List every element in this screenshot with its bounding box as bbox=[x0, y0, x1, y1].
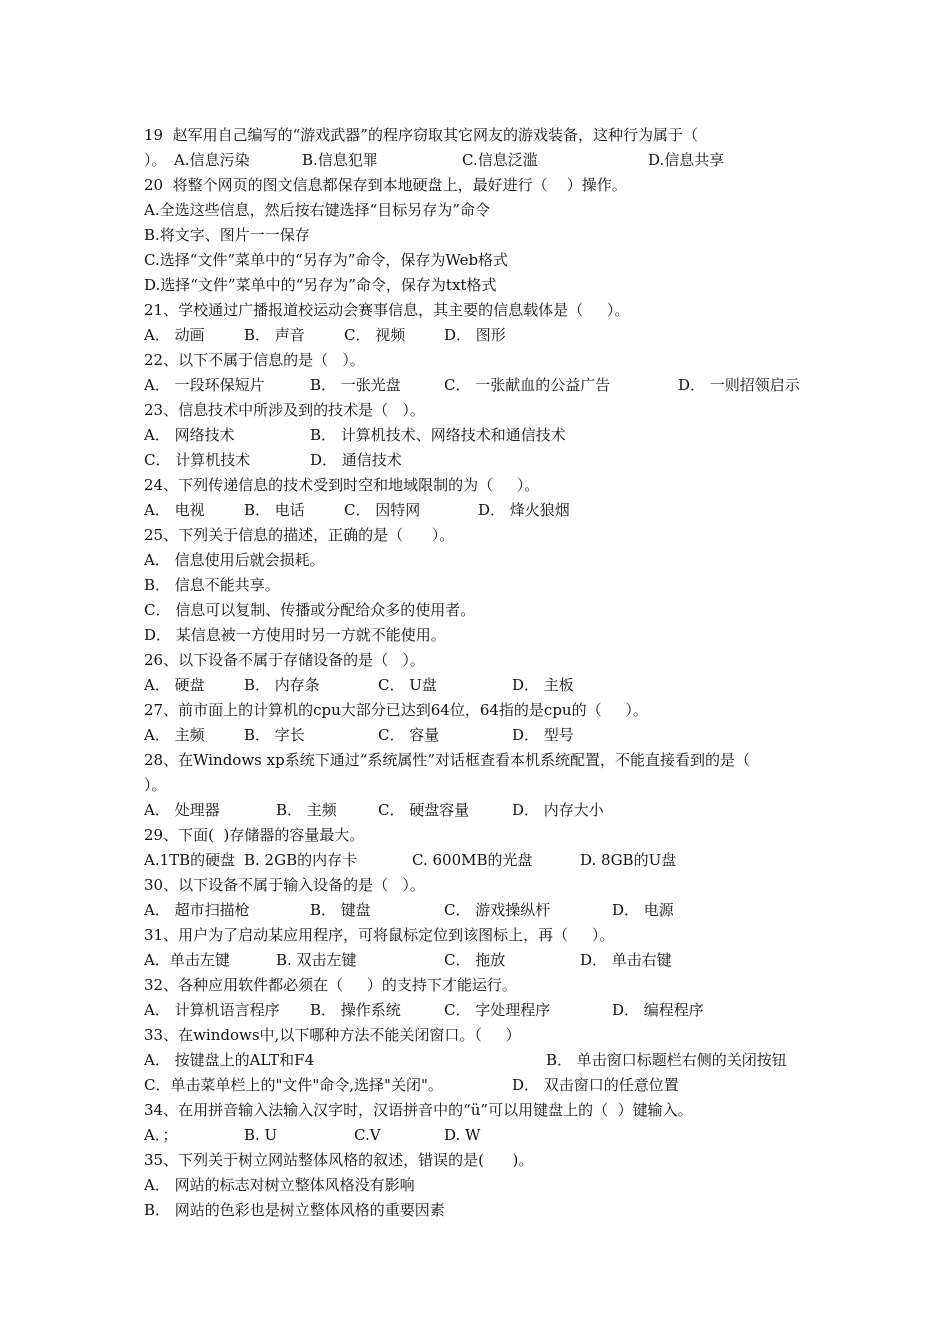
question-29-stem: 29、下面( )存储器的容量最大。 bbox=[144, 826, 365, 844]
question-19-option-b: B.信息犯罪 bbox=[302, 151, 378, 169]
question-35-option-b: B． 网站的色彩也是树立整体风格的重要因素 bbox=[144, 1201, 445, 1219]
question-22-option-c: C． 一张献血的公益广告 bbox=[444, 376, 611, 394]
question-23-option-a: A． 网络技术 bbox=[144, 426, 235, 444]
question-31-option-a: A．单击左键 bbox=[144, 951, 230, 969]
question-24-option-d: D． 烽火狼烟 bbox=[478, 501, 570, 519]
question-33-option-d: D． 双击窗口的任意位置 bbox=[512, 1076, 679, 1094]
question-19-stem-end: ）。 bbox=[144, 151, 167, 169]
question-22-option-b: B． 一张光盘 bbox=[310, 376, 401, 394]
question-34-stem: 34、在用拼音输入法输入汉字时，汉语拼音中的“ü”可以用键盘上的（ ）键输入。 bbox=[144, 1101, 693, 1119]
question-31-stem: 31、用户为了启动某应用程序，可将鼠标定位到该图标上，再（ ）。 bbox=[144, 926, 615, 944]
question-31-option-d: D． 单击右键 bbox=[580, 951, 672, 969]
question-19-stem: 19 赵军用自己编写的“游戏武器”的程序窃取其它网友的游戏装备，这种行为属于（ bbox=[144, 126, 698, 144]
question-32-option-a: A． 计算机语言程序 bbox=[144, 1001, 280, 1019]
question-26-option-a: A． 硬盘 bbox=[144, 676, 205, 694]
question-29-option-d: D. 8GB的U盘 bbox=[580, 851, 677, 869]
question-20-option-b: B.将文字、图片一一保存 bbox=[144, 226, 310, 244]
question-30-option-c: C． 游戏操纵杆 bbox=[444, 901, 551, 919]
question-24-option-a: A． 电视 bbox=[144, 501, 205, 519]
question-34-option-b: B. U bbox=[244, 1126, 278, 1144]
question-20-option-a: A.全选这些信息，然后按右键选择“目标另存为”命令 bbox=[144, 201, 490, 219]
question-29-option-b: B. 2GB的内存卡 bbox=[244, 851, 358, 869]
question-33-option-a: A． 按键盘上的ALT和F4 bbox=[144, 1051, 315, 1069]
question-22-stem: 22、以下不属于信息的是（ ）。 bbox=[144, 351, 365, 369]
question-25-option-b: B． 信息不能共享。 bbox=[144, 576, 280, 594]
question-31-option-b: B. 双击左键 bbox=[276, 951, 357, 969]
question-32-option-c: C． 字处理程序 bbox=[444, 1001, 551, 1019]
question-21-option-c: C． 视频 bbox=[344, 326, 406, 344]
question-29-option-c: C. 600MB的光盘 bbox=[412, 851, 533, 869]
question-30-option-d: D． 电源 bbox=[612, 901, 674, 919]
question-24-stem: 24、下列传递信息的技术受到时空和地域限制的为（ ）。 bbox=[144, 476, 540, 494]
question-29-option-a: A.1TB的硬盘 bbox=[144, 851, 236, 869]
question-26-option-d: D． 主板 bbox=[512, 676, 574, 694]
question-27-option-c: C． 容量 bbox=[378, 726, 440, 744]
question-30-option-b: B． 键盘 bbox=[310, 901, 371, 919]
question-28-stem: 28、在Windows xp系统下通过“系统属性”对话框查看本机系统配置，不能直接看到的是（ bbox=[144, 751, 751, 769]
question-26-option-c: C． U盘 bbox=[378, 676, 437, 694]
question-25-stem: 25、下列关于信息的描述，正确的是（ ）。 bbox=[144, 526, 455, 544]
question-25-option-a: A． 信息使用后就会损耗。 bbox=[144, 551, 325, 569]
question-30-stem: 30、以下设备不属于输入设备的是（ ）。 bbox=[144, 876, 425, 894]
question-19-option-d: D.信息共享 bbox=[648, 151, 725, 169]
question-32-stem: 32、各种应用软件都必须在（ ）的支持下才能运行。 bbox=[144, 976, 517, 994]
question-32-option-b: B． 操作系统 bbox=[310, 1001, 401, 1019]
question-20-stem: 20 将整个网页的图文信息都保存到本地硬盘上，最好进行（ ）操作。 bbox=[144, 176, 627, 194]
question-21-option-d: D． 图形 bbox=[444, 326, 506, 344]
question-27-option-a: A． 主频 bbox=[144, 726, 205, 744]
question-26-option-b: B． 内存条 bbox=[244, 676, 320, 694]
question-25-option-d: D． 某信息被一方使用时另一方就不能使用。 bbox=[144, 626, 446, 644]
question-28-option-c: C． 硬盘容量 bbox=[378, 801, 470, 819]
question-20-option-c: C.选择“文件”菜单中的“另存为”命令，保存为Web格式 bbox=[144, 251, 509, 269]
question-26-stem: 26、以下设备不属于存储设备的是（ ）。 bbox=[144, 651, 425, 669]
question-33-option-b: B． 单击窗口标题栏右侧的关闭按钮 bbox=[546, 1051, 787, 1069]
question-34-option-d: D. W bbox=[444, 1126, 481, 1144]
question-34-option-a: A．； bbox=[144, 1126, 178, 1144]
question-23-stem: 23、信息技术中所涉及到的技术是（ ）。 bbox=[144, 401, 425, 419]
question-23-option-d: D． 通信技术 bbox=[310, 451, 402, 469]
question-23-option-c: C． 计算机技术 bbox=[144, 451, 251, 469]
question-28-option-d: D． 内存大小 bbox=[512, 801, 604, 819]
question-28-option-b: B． 主频 bbox=[276, 801, 337, 819]
question-27-option-b: B． 字长 bbox=[244, 726, 305, 744]
question-35-option-a: A． 网站的标志对树立整体风格没有影响 bbox=[144, 1176, 415, 1194]
question-34-option-c: C.V bbox=[354, 1126, 381, 1144]
question-27-stem: 27、前市面上的计算机的cpu大部分已达到64位，64指的是cpu的（ ）。 bbox=[144, 701, 648, 719]
question-32-option-d: D． 编程程序 bbox=[612, 1001, 704, 1019]
question-33-option-c: C．单击菜单栏上的"文件"命令,选择"关闭"。 bbox=[144, 1076, 443, 1094]
question-25-option-c: C． 信息可以复制、传播或分配给众多的使用者。 bbox=[144, 601, 476, 619]
question-22-option-d: D． 一则招领启示 bbox=[678, 376, 800, 394]
question-28-option-a: A． 处理器 bbox=[144, 801, 220, 819]
question-20-option-d: D.选择“文件”菜单中的“另存为”命令，保存为txt格式 bbox=[144, 276, 497, 294]
question-24-option-b: B． 电话 bbox=[244, 501, 305, 519]
question-35-stem: 35、下列关于树立网站整体风格的叙述，错误的是( )。 bbox=[144, 1151, 534, 1169]
question-33-stem: 33、在windows中,以下哪种方法不能关闭窗口。（ ） bbox=[144, 1026, 521, 1044]
question-21-stem: 21、学校通过广播报道校运动会赛事信息，其主要的信息载体是（ ）。 bbox=[144, 301, 630, 319]
question-22-option-a: A． 一段环保短片 bbox=[144, 376, 265, 394]
question-31-option-c: C． 拖放 bbox=[444, 951, 506, 969]
question-28-stem-end: ）。 bbox=[144, 776, 167, 794]
question-21-option-b: B． 声音 bbox=[244, 326, 305, 344]
question-30-option-a: A． 超市扫描枪 bbox=[144, 901, 250, 919]
question-24-option-c: C． 因特网 bbox=[344, 501, 421, 519]
question-21-option-a: A． 动画 bbox=[144, 326, 205, 344]
question-19-option-c: C.信息泛滥 bbox=[462, 151, 538, 169]
question-23-option-b: B． 计算机技术、网络技术和通信技术 bbox=[310, 426, 566, 444]
question-19-option-a: A.信息污染 bbox=[174, 151, 250, 169]
question-27-option-d: D． 型号 bbox=[512, 726, 574, 744]
